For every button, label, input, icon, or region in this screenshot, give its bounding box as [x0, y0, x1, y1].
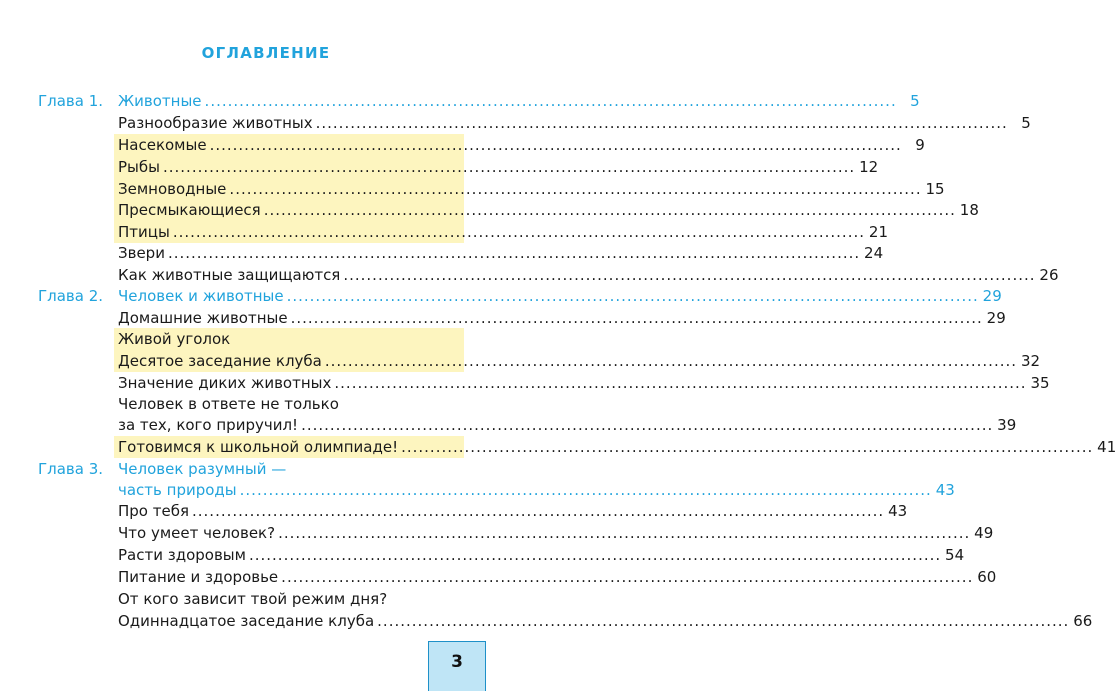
toc-leader-dots: ........................................................................................................................ — [204, 92, 897, 110]
toc-entry[interactable] — [114, 436, 1116, 458]
toc-leader-dots: ........................................................................................................................ — [286, 287, 979, 305]
toc-leader-dots: ........................................................................................................................ — [263, 201, 956, 219]
toc-entry-title: Разнообразие животных — [118, 114, 313, 132]
toc-entry-page: 32 — [1020, 352, 1041, 370]
toc-entry-title: Человек в ответе не только — [118, 395, 339, 413]
toc-chapter-2-label: Глава 2. — [38, 287, 104, 305]
toc-entry[interactable] — [114, 156, 879, 178]
toc-entry[interactable] — [114, 178, 945, 200]
toc-entry[interactable] — [118, 610, 1093, 632]
toc-entry-page: 24 — [864, 244, 884, 262]
toc-entry-title: Рыбы — [118, 158, 160, 176]
toc-leader-dots: ........................................................................................................................ — [278, 524, 971, 542]
toc-entry-page: 39 — [997, 416, 1017, 434]
toc-entry-title: Живой уголок — [118, 330, 231, 348]
toc-entry[interactable] — [118, 544, 965, 566]
toc-entry-title: Звери — [118, 244, 165, 262]
toc-entry[interactable] — [118, 393, 490, 415]
toc-entry-page: 29 — [986, 309, 1006, 327]
toc-entry[interactable] — [114, 199, 979, 221]
toc-entry-title: Одиннадцатое заседание клуба — [118, 612, 375, 630]
toc-entry[interactable] — [114, 328, 490, 350]
toc-leader-dots: ........................................................................................................................ — [334, 374, 1027, 392]
toc-entry-page: 35 — [1030, 374, 1050, 392]
toc-entry-page: 41 — [1097, 438, 1116, 456]
toc-entry-page: 29 — [982, 287, 1002, 305]
toc-entry-title: часть природы — [118, 481, 237, 499]
toc-entry-title: Домашние животные — [118, 309, 288, 327]
toc-entry-title: Человек разумный — — [118, 460, 287, 478]
toc-entry[interactable] — [118, 500, 908, 522]
toc-leader-dots: ........................................................................................................................ — [315, 114, 1008, 132]
toc-entry-title: Значение диких животных — [118, 374, 332, 392]
toc-entry-title: Птицы — [118, 223, 170, 241]
toc-entry-title: Готовимся к школьной олимпиаде! — [118, 438, 399, 456]
toc-entry-page: 21 — [868, 223, 888, 241]
toc-entry-title: Про тебя — [118, 502, 189, 520]
toc-entry[interactable] — [114, 221, 888, 243]
page-number-box — [428, 641, 486, 691]
toc-entry-title: Питание и здоровье — [118, 568, 279, 586]
toc-leader-dots: ........................................................................................................................ — [301, 416, 994, 434]
toc-chapter-3-label: Глава 3. — [38, 460, 104, 478]
toc-leader-dots: ........................................................................................................................ — [401, 438, 1094, 456]
toc-entry[interactable] — [118, 522, 994, 544]
toc-leader-dots: ........................................................................................................................ — [377, 612, 1070, 630]
toc-entry-title: за тех, кого приручил! — [118, 416, 299, 434]
toc-entry-page: 18 — [959, 201, 979, 219]
toc-leader-dots: ........................................................................................................................ — [162, 158, 856, 176]
toc-leader-dots: ........................................................................................................................ — [248, 546, 942, 564]
toc-entry-page: 43 — [888, 502, 908, 520]
toc-entry[interactable] — [118, 372, 1050, 394]
toc-entry-page: 66 — [1073, 612, 1093, 630]
toc-entry-title: От кого зависит твой режим дня? — [118, 590, 388, 608]
toc-entry-page: 5 — [1021, 114, 1031, 132]
page-number: 3 — [451, 652, 463, 672]
toc-leader-dots: ........................................................................................................................ — [343, 266, 1036, 284]
toc-leader-dots: ........................................................................................................................ — [239, 481, 932, 499]
toc-entry-title: Расти здоровым — [118, 546, 246, 564]
toc-entry-page: 54 — [945, 546, 965, 564]
toc-title: ОГЛАВЛЕНИЕ — [201, 44, 331, 62]
toc-entry-title: Десятое заседание клуба — [118, 352, 322, 370]
toc-entry[interactable] — [118, 90, 920, 112]
toc-entry-page: 60 — [977, 568, 997, 586]
toc-leader-dots: ........................................................................................................................ — [281, 568, 974, 586]
toc-entry-title: Как животные защищаются — [118, 266, 341, 284]
toc-entry[interactable] — [118, 566, 997, 588]
toc-entry[interactable] — [114, 350, 1041, 372]
toc-entry-page: 49 — [974, 524, 994, 542]
toc-entry[interactable] — [118, 242, 884, 264]
toc-leader-dots: ........................................................................................................................ — [229, 180, 922, 198]
toc-entry[interactable] — [118, 285, 1002, 307]
toc-entry[interactable] — [118, 479, 955, 501]
toc-leader-dots: ........................................................................................................................ — [290, 309, 983, 327]
toc-leader-dots: ........................................................................................................................ — [192, 502, 885, 520]
toc-entry-page: 15 — [925, 180, 945, 198]
toc-leader-dots: ........................................................................................................................ — [324, 352, 1018, 370]
toc-entry[interactable] — [118, 112, 1031, 134]
toc-entry[interactable] — [114, 134, 925, 156]
toc-entry-page: 9 — [915, 136, 925, 154]
toc-leader-dots: ........................................................................................................................ — [209, 136, 902, 154]
toc-entry-title: Земноводные — [118, 180, 227, 198]
toc-entry[interactable] — [118, 414, 1017, 436]
toc-entry-title: Пресмыкающиеся — [118, 201, 261, 219]
toc-entry[interactable] — [118, 264, 1059, 286]
toc-entry-page: 12 — [859, 158, 879, 176]
toc-entry-page: 5 — [910, 92, 920, 110]
toc-entry-title: Что умеет человек? — [118, 524, 276, 542]
toc-entry-page: 43 — [935, 481, 955, 499]
toc-entry[interactable] — [118, 458, 490, 480]
toc-entry-title: Животные — [118, 92, 202, 110]
toc-leader-dots: ........................................................................................................................ — [172, 223, 865, 241]
toc-entry[interactable] — [118, 588, 490, 610]
toc-entry-page: 26 — [1039, 266, 1059, 284]
toc-chapter-1-label: Глава 1. — [38, 92, 104, 110]
toc-entry-title: Насекомые — [118, 136, 207, 154]
toc-entry[interactable] — [118, 307, 1006, 329]
toc-leader-dots: ........................................................................................................................ — [167, 244, 861, 262]
toc-entry-title: Человек и животные — [118, 287, 284, 305]
